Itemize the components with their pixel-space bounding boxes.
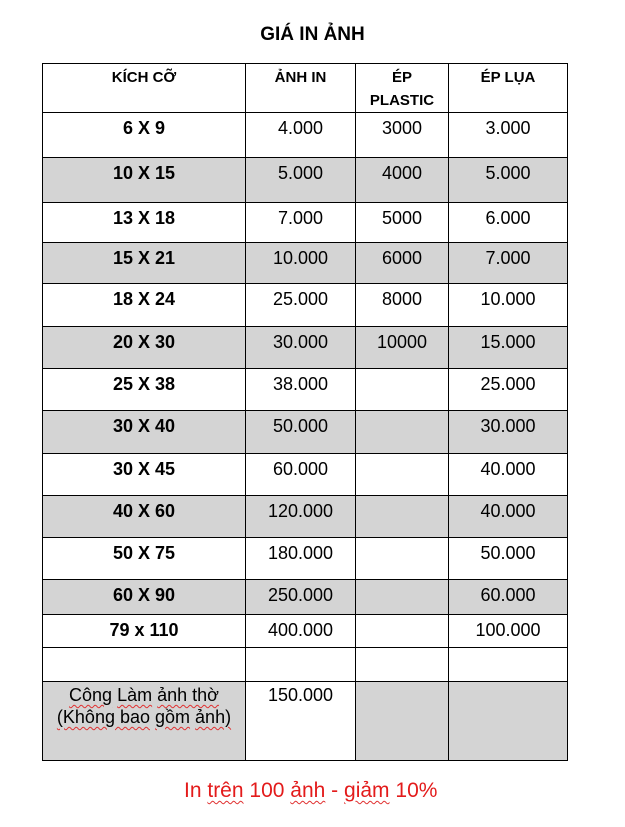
service-plastic <box>356 682 449 761</box>
table-row <box>43 454 568 496</box>
plastic-price-cell: 5000 <box>356 203 449 243</box>
table-row <box>43 538 568 580</box>
print-price-cell: 7.000 <box>246 203 356 243</box>
table-row <box>43 243 568 284</box>
table-row <box>43 284 568 327</box>
footer-word-2: trên <box>207 779 244 802</box>
plastic-price-cell <box>356 411 449 454</box>
silk-price-cell: 40.000 <box>449 496 568 538</box>
header-print: ẢNH IN <box>246 64 356 113</box>
silk-price-cell: 50.000 <box>449 538 568 580</box>
size-cell: 13 X 18 <box>43 203 246 243</box>
table-row <box>43 615 568 648</box>
print-price-cell: 50.000 <box>246 411 356 454</box>
footer-word-4: ảnh <box>290 779 326 802</box>
footer-word-6: giảm <box>344 779 390 802</box>
table-row <box>43 369 568 411</box>
table-row <box>43 327 568 369</box>
print-price-cell: 5.000 <box>246 158 356 203</box>
footer-word-3: 100 <box>249 779 285 802</box>
footer-word-7: 10% <box>395 779 438 802</box>
print-price-cell: 400.000 <box>246 615 356 648</box>
size-cell: 40 X 60 <box>43 496 246 538</box>
print-price-cell: 250.000 <box>246 580 356 615</box>
plastic-price-cell <box>356 496 449 538</box>
plastic-price-cell <box>356 369 449 411</box>
size-cell: 18 X 24 <box>43 284 246 327</box>
discount-note <box>184 779 437 803</box>
table-row <box>43 411 568 454</box>
table-row <box>43 113 568 158</box>
price-table <box>42 63 568 761</box>
size-cell: 20 X 30 <box>43 327 246 369</box>
table-row <box>43 648 568 682</box>
size-cell: 79 x 110 <box>43 615 246 648</box>
service-label <box>43 682 246 761</box>
service-word-5: gồm <box>155 707 191 727</box>
service-word-6: ảnh) <box>195 707 232 727</box>
plastic-price-cell <box>356 580 449 615</box>
header-size: KÍCH CỠ <box>43 64 246 113</box>
print-price-cell <box>246 648 356 682</box>
service-price: 150.000 <box>246 682 356 761</box>
service-word-1: Công <box>69 685 113 705</box>
silk-price-cell: 60.000 <box>449 580 568 615</box>
service-row <box>43 682 568 761</box>
print-price-cell: 30.000 <box>246 327 356 369</box>
plastic-price-cell <box>356 538 449 580</box>
size-cell: 10 X 15 <box>43 158 246 203</box>
size-cell: 50 X 75 <box>43 538 246 580</box>
print-price-cell: 10.000 <box>246 243 356 284</box>
size-cell: 6 X 9 <box>43 113 246 158</box>
silk-price-cell: 7.000 <box>449 243 568 284</box>
print-price-cell: 38.000 <box>246 369 356 411</box>
size-cell: 60 X 90 <box>43 580 246 615</box>
print-price-cell: 120.000 <box>246 496 356 538</box>
size-cell: 15 X 21 <box>43 243 246 284</box>
plastic-price-cell: 3000 <box>356 113 449 158</box>
print-price-cell: 180.000 <box>246 538 356 580</box>
size-cell: 30 X 45 <box>43 454 246 496</box>
service-word-3: ảnh thờ <box>157 685 219 705</box>
plastic-price-cell <box>356 615 449 648</box>
silk-price-cell: 40.000 <box>449 454 568 496</box>
print-price-cell: 4.000 <box>246 113 356 158</box>
service-word-4: (Không bao <box>56 707 150 727</box>
header-plastic: ÉP PLASTIC <box>356 64 449 113</box>
table-row <box>43 203 568 243</box>
table-row <box>43 496 568 538</box>
silk-price-cell: 6.000 <box>449 203 568 243</box>
print-price-cell: 60.000 <box>246 454 356 496</box>
silk-price-cell: 100.000 <box>449 615 568 648</box>
plastic-price-cell: 4000 <box>356 158 449 203</box>
silk-price-cell: 25.000 <box>449 369 568 411</box>
header-silk: ÉP LỤA <box>449 64 568 113</box>
silk-price-cell: 15.000 <box>449 327 568 369</box>
table-header-row <box>43 64 568 113</box>
table-row <box>43 158 568 203</box>
print-price-cell: 25.000 <box>246 284 356 327</box>
size-cell: 25 X 38 <box>43 369 246 411</box>
footer-word-5: - <box>331 779 339 802</box>
page-title: GIÁ IN ẢNH <box>260 24 365 45</box>
silk-price-cell: 3.000 <box>449 113 568 158</box>
size-cell <box>43 648 246 682</box>
service-silk <box>449 682 568 761</box>
plastic-price-cell: 8000 <box>356 284 449 327</box>
silk-price-cell <box>449 648 568 682</box>
plastic-price-cell: 10000 <box>356 327 449 369</box>
plastic-price-cell: 6000 <box>356 243 449 284</box>
plastic-price-cell <box>356 648 449 682</box>
silk-price-cell: 30.000 <box>449 411 568 454</box>
service-word-2: Làm <box>117 685 153 705</box>
size-cell: 30 X 40 <box>43 411 246 454</box>
plastic-price-cell <box>356 454 449 496</box>
table-row <box>43 580 568 615</box>
footer-word-1: In <box>184 779 202 802</box>
silk-price-cell: 10.000 <box>449 284 568 327</box>
silk-price-cell: 5.000 <box>449 158 568 203</box>
